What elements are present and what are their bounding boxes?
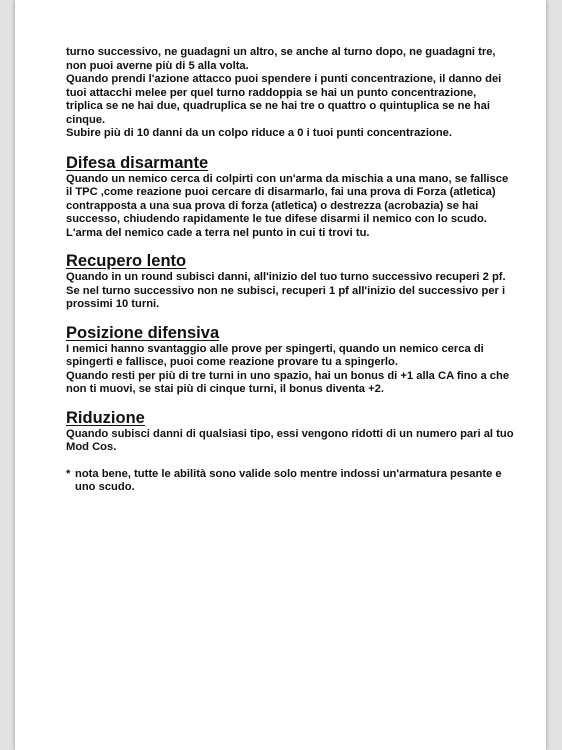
footnote-text: nota bene, tutte le abilità sono valide solo mentre indossi un'armatura pesante e uno scudo. [75,467,502,493]
section-paragraph: Quando in un round subisci danni, all'inizio del tuo turno successivo recuperi 2 pf. Se nel turno successivo non ne subisci, recuperi 1 pf all'inizio del successivo per i prossimi 10 turni. [66,271,506,310]
section-posizione-difensiva [66,324,516,397]
section-difesa-disarmante [66,154,516,241]
document-page [15,0,546,750]
footnote-bullet: * [66,467,71,480]
section-heading: Recupero lento [66,252,187,270]
section-riduzione [66,409,516,455]
page-content [66,46,516,495]
section-heading: Difesa disarmante [66,153,209,172]
footnote [66,468,516,495]
section-paragraph: Quando resti per più di tre turni in uno spazio, hai un bonus di +1 alla CA fino a che non ti muovi, se stai più di cinque turni, il bonus diventa +2. [66,369,510,395]
section-paragraph: Quando subisci danni di qualsiasi tipo, essi vengono ridotti di un numero pari al tuo Mod Cos. [66,427,514,453]
section-heading: Riduzione [66,408,145,427]
section-heading: Posizione difensiva [66,323,220,342]
section-recupero-lento [66,252,516,312]
intro-paragraph: Subire più di 10 danni da un colpo riduce a 0 i tuoi punti concentrazione. [66,127,453,139]
intro-paragraph: Quando prendi l'azione attacco puoi spendere i punti concentrazione, il danno dei tuoi attacchi melee per quel turno raddoppia se hai un punto concentrazione, triplica se ne hai due, quadruplica se ne hai tre o quattro o quintuplica se ne hai cinque. [66,73,502,126]
section-paragraph: Quando un nemico cerca di colpirti con un'arma da mischia a una mano, se fallisce il TPC ,come reazione puoi cercare di disarmarlo, fai una prova di Forza (atletica) contrapposta a una sua prova di forza (atletica) o destrezza (acrobazia) se hai successo, chiudendo rapidamente le tue difese disarmi il nemico con lo scudo. L'arma del nemico cade a terra nel punto in cui ti trovi tu. [66,172,509,239]
section-paragraph: I nemici hanno svantaggio alle prove per spingerti, quando un nemico cerca di spingerti e fallisce, puoi come reazione provare tu a spingerlo. [66,342,484,368]
intro-paragraph: turno successivo, ne guadagni un altro, se anche al turno dopo, ne guadagni tre, non puoi averne più di 5 alla volta. [66,46,496,72]
